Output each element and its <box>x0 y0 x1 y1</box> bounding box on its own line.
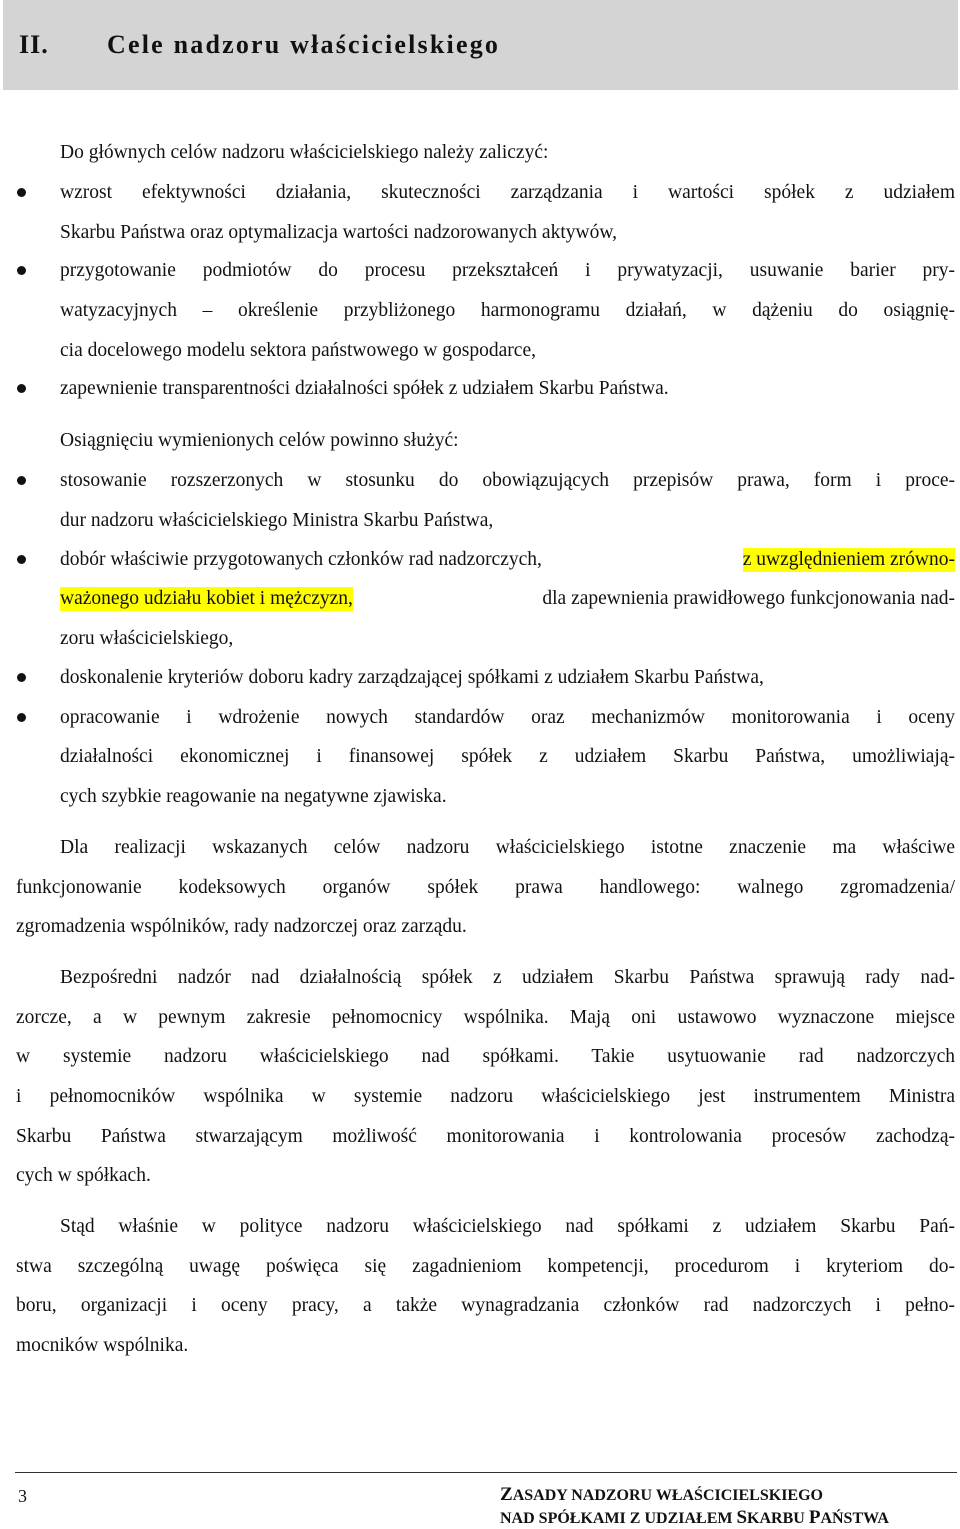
running-title-part: P <box>808 1507 821 1528</box>
paragraph-line: Stąd właśnie w polityce nadzoru właścicielskiego nad spółkami z udziałem Skarbu Pań- <box>60 1216 955 1237</box>
means-4-line-1: opracowanie i wdrożenie nowych standardów oraz mechanizmów monitorowania i oceny <box>60 707 955 728</box>
bullet-icon <box>17 188 26 197</box>
goals-intro: Do głównych celów nadzoru właścicielskiego należy zaliczyć: <box>60 142 549 163</box>
goal-2-line-3: cia docelowego modelu sektora państwowego w gospodarce, <box>60 340 536 361</box>
paragraph-line: funkcjonowanie kodeksowych organów spółek prawa handlowego: walnego zgromadzenia/ <box>16 877 955 898</box>
highlighted-text: ważonego udziału kobiet i mężczyzn, <box>60 588 353 609</box>
paragraph-line: i pełnomocników wspólnika w systemie nadzoru właścicielskiego jest instrumentem Ministra <box>16 1086 955 1107</box>
bullet-icon <box>17 713 26 722</box>
running-title-part: ASADY NADZORU WŁAŚCICIELSKIEGO <box>512 1487 823 1504</box>
paragraph-line: mocników wspólnika. <box>16 1335 189 1356</box>
section-title: Cele nadzoru właścicielskiego <box>107 30 501 59</box>
means-2-line-2-plain: dla zapewnienia prawidłowego funkcjonowania nad- <box>542 588 955 609</box>
bullet-icon <box>17 476 26 485</box>
running-title-part: Z <box>500 1484 513 1505</box>
running-title-part: KARBU <box>747 1510 809 1527</box>
running-title-part: S <box>736 1507 748 1528</box>
page-number: 3 <box>18 1486 27 1506</box>
means-1-line-2: dur nadzoru właścicielskiego Ministra Skarbu Państwa, <box>60 510 494 531</box>
means-1-line-1: stosowanie rozszerzonych w stosunku do obowiązujących przepisów prawa, form i proce- <box>60 470 955 491</box>
goal-2-line-1: przygotowanie podmiotów do procesu przekształceń i prywatyzacji, usuwanie barier pry- <box>60 260 955 281</box>
means-4-line-2: działalności ekonomicznej i finansowej spółek z udziałem Skarbu Państwa, umożliwiają- <box>60 746 955 767</box>
goal-3-line-1: zapewnienie transparentności działalności spółek z udziałem Skarbu Państwa. <box>60 378 669 399</box>
paragraph-line: boru, organizacji i oceny pracy, a także wynagradzania członków rad nadzorczych i pełno- <box>16 1295 955 1316</box>
means-2-line-1 <box>60 548 955 572</box>
highlighted-text: z uwzględnieniem zrówno- <box>742 549 955 570</box>
bullet-icon <box>17 555 26 564</box>
paragraph-line: Skarbu Państwa stwarzającym możliwość monitorowania i kontrolowania procesów zachodzą- <box>16 1126 955 1147</box>
goal-2-line-2: watyzacyjnych – określenie przybliżonego harmonogramu działań, w dążeniu do osiągnię- <box>60 300 955 321</box>
running-title-part: NAD SPÓŁKAMI Z UDZIAŁEM <box>500 1510 737 1527</box>
means-intro: Osiągnięciu wymienionych celów powinno służyć: <box>60 430 459 451</box>
means-2-line-2 <box>60 587 955 611</box>
running-title-line-2 <box>500 1507 889 1529</box>
bullet-icon <box>17 673 26 682</box>
section-header <box>3 0 958 90</box>
running-title-part: AŃSTWA <box>820 1510 889 1527</box>
bullet-icon <box>17 266 26 275</box>
paragraph-line: zorcze, a w pewnym zakresie pełnomocnicy wspólnika. Mają oni ustawowo wyznaczone miejsce <box>16 1007 955 1028</box>
paragraph-line: stwa szczególną uwagę poświęca się zagadnieniom kompetencji, procedurom i kryteriom do- <box>16 1256 955 1277</box>
means-3-line-1: doskonalenie kryteriów doboru kadry zarządzającej spółkami z udziałem Skarbu Państwa, <box>60 667 764 688</box>
paragraph-line: zgromadzenia wspólników, rady nadzorczej oraz zarządu. <box>16 916 467 937</box>
means-2-line-3: zoru właścicielskiego, <box>60 628 234 649</box>
paragraph-line: Bezpośredni nadzór nad działalnością spółek z udziałem Skarbu Państwa sprawują rady nad- <box>60 967 955 988</box>
means-4-line-3: cych szybkie reagowanie na negatywne zjawiska. <box>60 786 447 807</box>
section-number: II. <box>19 30 49 59</box>
paragraph-line: w systemie nadzoru właścicielskiego nad spółkami. Takie usytuowanie rad nadzorczych <box>16 1046 955 1067</box>
goal-1-line-2: Skarbu Państwa oraz optymalizacja wartości nadzorowanych aktywów, <box>60 222 618 243</box>
running-title-line-1 <box>500 1484 823 1506</box>
paragraph-line: Dla realizacji wskazanych celów nadzoru właścicielskiego istotne znaczenie ma właściwe <box>60 837 955 858</box>
goal-1-line-1: wzrost efektywności działania, skuteczności zarządzania i wartości spółek z udziałem <box>60 182 955 203</box>
paragraph-line: cych w spółkach. <box>16 1165 151 1186</box>
bullet-icon <box>17 384 26 393</box>
footer-divider <box>15 1472 957 1473</box>
means-2-line-1-plain: dobór właściwie przygotowanych członków rad nadzorczych, <box>60 549 542 570</box>
